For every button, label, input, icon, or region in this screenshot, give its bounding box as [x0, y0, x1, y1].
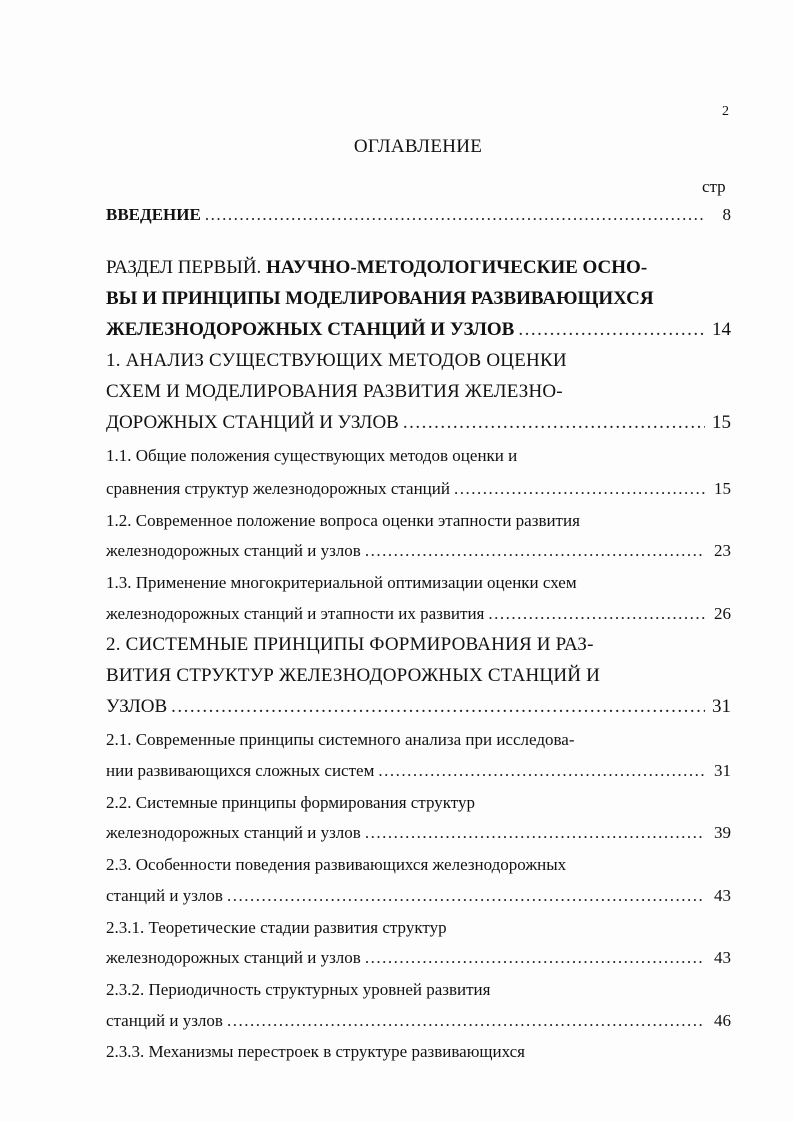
leader-dots [403, 412, 705, 434]
toc-entry-ch2-line1[interactable]: 2. СИСТЕМНЫЕ ПРИНЦИПЫ ФОРМИРОВАНИЯ И РАЗ- [106, 634, 594, 655]
toc-entry-s1-1[interactable] [106, 479, 731, 499]
toc-entry-page: 14 [712, 319, 731, 340]
toc-entry-page: 15 [712, 412, 731, 433]
toc-entry-intro[interactable] [106, 205, 731, 225]
leader-dots [454, 479, 705, 499]
toc-entry-page: 31 [712, 696, 731, 717]
toc-entry-s2-3-1[interactable] [106, 948, 731, 968]
leader-dots [378, 761, 705, 781]
part-title: НАУЧНО-МЕТОДОЛОГИЧЕСКИЕ ОСНО- [266, 257, 648, 278]
toc-entry-part1-line2[interactable]: ВЫ И ПРИНЦИПЫ МОДЕЛИРОВАНИЯ РАЗВИВАЮЩИХСЯ [106, 288, 654, 309]
toc-entry-page: 23 [714, 541, 731, 560]
toc-entry-ch2-line2[interactable]: ВИТИЯ СТРУКТУР ЖЕЛЕЗНОДОРОЖНЫХ СТАНЦИЙ И [106, 665, 601, 686]
toc-entry-text: ВВЕДЕНИЕ [106, 205, 201, 224]
part-prefix: РАЗДЕЛ ПЕРВЫЙ. [106, 257, 262, 278]
toc-title: ОГЛАВЛЕНИЕ [353, 136, 483, 157]
toc-entry-page: 31 [714, 761, 731, 780]
toc-entry-s1-3-line1[interactable]: 1.3. Применение многокритериальной оптимизации оценки схем [106, 573, 577, 592]
toc-entry-s1-1-line1[interactable]: 1.1. Общие положения существующих методов оценки и [106, 446, 518, 465]
toc-entry-ch1-line2[interactable]: СХЕМ И МОДЕЛИРОВАНИЯ РАЗВИТИЯ ЖЕЛЕЗНО- [106, 381, 563, 402]
toc-entry-ch1-line1[interactable]: 1. АНАЛИЗ СУЩЕСТВУЮЩИХ МЕТОДОВ ОЦЕНКИ [106, 350, 567, 371]
toc-entry-s1-2-line1[interactable]: 1.2. Современное положение вопроса оценки этапности развития [106, 511, 580, 530]
toc-entry-text: железнодорожных станций и узлов [106, 823, 361, 842]
page-number: 2 [722, 104, 729, 119]
toc-entry-s2-3[interactable] [106, 886, 731, 906]
leader-dots [227, 1011, 705, 1031]
leader-dots [227, 886, 705, 906]
toc-entry-page: 26 [714, 604, 731, 623]
toc-entry-s2-3-3-line1[interactable]: 2.3.3. Механизмы перестроек в структуре развивающихся [106, 1042, 525, 1061]
leader-dots [518, 319, 705, 341]
toc-entry-part1-line1[interactable] [106, 257, 647, 279]
leader-dots [365, 823, 705, 843]
toc-entry-s2-1-line1[interactable]: 2.1. Современные принципы системного анализа при исследова- [106, 730, 575, 749]
toc-entry-page: 43 [714, 886, 731, 905]
leader-dots [171, 696, 705, 718]
toc-entry-s2-3-1-line1[interactable]: 2.3.1. Теоретические стадии развития структур [106, 918, 447, 937]
toc-entry-page: 15 [714, 479, 731, 498]
toc-entry-page: 46 [714, 1011, 731, 1030]
toc-entry-text: УЗЛОВ [106, 696, 168, 717]
toc-entry-page: 39 [714, 823, 731, 842]
toc-entry-s2-3-line1[interactable]: 2.3. Особенности поведения развивающихся железнодорожных [106, 855, 567, 874]
leader-dots [488, 604, 705, 624]
toc-entry-text: станций и узлов [106, 886, 223, 905]
toc-entry-s2-3-2[interactable] [106, 1011, 731, 1031]
toc-entry-text: ЖЕЛЕЗНОДОРОЖНЫХ СТАНЦИЙ И УЗЛОВ [106, 319, 515, 340]
toc-entry-page: 8 [722, 205, 731, 224]
toc-entry-ch2[interactable] [106, 696, 731, 718]
toc-entry-part1[interactable] [106, 319, 731, 341]
leader-dots [205, 205, 705, 225]
toc-entry-s1-2[interactable] [106, 541, 731, 561]
leader-dots [365, 948, 705, 968]
toc-entry-text: сравнения структур железнодорожных станций [106, 479, 450, 498]
toc-entry-text: железнодорожных станций и узлов [106, 948, 361, 967]
page-column-label: стр [702, 177, 726, 196]
toc-entry-s2-2[interactable] [106, 823, 731, 843]
toc-entry-s2-1[interactable] [106, 761, 731, 781]
toc-entry-s1-3[interactable] [106, 604, 731, 624]
toc-entry-s2-2-line1[interactable]: 2.2. Системные принципы формирования структур [106, 793, 475, 812]
leader-dots [365, 541, 705, 561]
toc-entry-text: железнодорожных станций и узлов [106, 541, 361, 560]
toc-entry-page: 43 [714, 948, 731, 967]
toc-entry-s2-3-2-line1[interactable]: 2.3.2. Периодичность структурных уровней развития [106, 980, 491, 999]
toc-entry-text: нии развивающихся сложных систем [106, 761, 375, 780]
toc-entry-ch1[interactable] [106, 412, 731, 434]
toc-entry-text: ДОРОЖНЫХ СТАНЦИЙ И УЗЛОВ [106, 412, 399, 433]
toc-entry-text: станций и узлов [106, 1011, 223, 1030]
toc-entry-text: железнодорожных станций и этапности их развития [106, 604, 485, 623]
